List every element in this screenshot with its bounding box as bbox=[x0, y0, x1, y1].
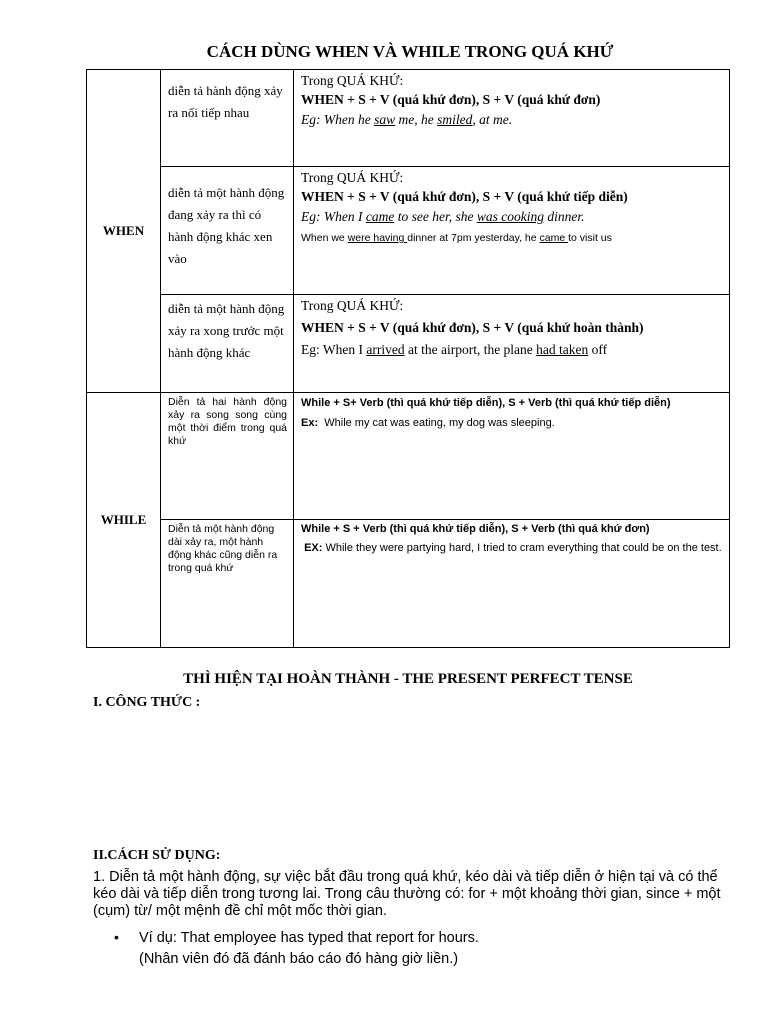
section-title: THÌ HIỆN TẠI HOÀN THÀNH - THE PRESENT PERFECT TENSE bbox=[183, 671, 633, 687]
when-example-2: Eg: When I came to see her, she was cooking dinner. bbox=[301, 209, 585, 224]
while-label: WHILE bbox=[87, 393, 161, 648]
heading-usage: II.CÁCH SỬ DỤNG: bbox=[93, 848, 221, 863]
while-formula-1: While + S+ Verb (thì quá khứ tiếp diễn), S + Verb (thì quá khứ tiếp diễn) bbox=[301, 397, 671, 409]
while-row-2 bbox=[87, 520, 730, 648]
while-usage-2: Diễn tả một hành động dài xảy ra, một hành động khác cũng diễn ra trong quá khứ bbox=[168, 523, 278, 574]
when-row-1 bbox=[87, 70, 730, 167]
when-example-1: Eg: When he saw me, he smiled, at me. bbox=[301, 112, 513, 127]
when-row-2 bbox=[87, 167, 730, 295]
bullet-icon: • bbox=[114, 929, 119, 945]
when-while-table bbox=[86, 69, 730, 648]
while-rule-cell bbox=[294, 520, 730, 648]
when-formula-3: WHEN + S + V (quá khứ đơn), S + V (quá khứ hoàn thành) bbox=[301, 320, 644, 335]
when-context-3: Trong QUÁ KHỨ: bbox=[301, 298, 404, 313]
when-usage-1: diễn tả hành động xảy ra nối tiếp nhau bbox=[168, 83, 283, 120]
when-example-3: Eg: When I arrived at the airport, the plane had taken off bbox=[301, 342, 608, 357]
while-row-1 bbox=[87, 393, 730, 520]
when-rule-cell bbox=[294, 167, 730, 295]
document-title: CÁCH DÙNG WHEN VÀ WHILE TRONG QUÁ KHỨ bbox=[206, 42, 614, 61]
when-context-1: Trong QUÁ KHỨ: bbox=[301, 73, 404, 88]
while-usage-cell bbox=[161, 393, 294, 520]
usage-paragraph: 1. Diễn tả một hành động, sự việc bắt đầu trong quá khứ, kéo dài và tiếp diễn ở hiện tại và có thể kéo dài và tiếp diễn trong tương lai. Trong câu thường có: for + một khoảng thời gian, since + một (cụm) từ/ một mệnh đề chỉ một mốc thời gian. bbox=[93, 869, 721, 919]
while-usage-cell bbox=[161, 520, 294, 648]
example-line-1: Ví dụ: That employee has typed that report for hours. bbox=[139, 930, 479, 946]
while-example-1: Ex: While my cat was eating, my dog was sleeping. bbox=[301, 417, 555, 429]
when-formula-2: WHEN + S + V (quá khứ đơn), S + V (quá khứ tiếp diễn) bbox=[301, 189, 628, 204]
when-rule-cell bbox=[294, 295, 730, 393]
when-row-3 bbox=[87, 295, 730, 393]
while-formula-2: While + S + Verb (thì quá khứ tiếp diễn), S + Verb (thì quá khứ đơn) bbox=[301, 523, 650, 535]
while-usage-1: Diễn tả hai hành động xảy ra song song cùng một thời điểm trong quá khứ bbox=[168, 396, 287, 447]
when-usage-cell bbox=[161, 295, 294, 393]
when-rule-cell bbox=[294, 70, 730, 167]
when-formula-1: WHEN + S + V (quá khứ đơn), S + V (quá khứ đơn) bbox=[301, 92, 601, 107]
when-usage-cell bbox=[161, 70, 294, 167]
when-usage-3: diễn tả một hành động xảy ra xong trước một hành động khác bbox=[168, 301, 285, 360]
heading-formula: I. CÔNG THỨC : bbox=[93, 695, 201, 710]
example-line-2: (Nhân viên đó đã đánh báo cáo đó hàng giờ liền.) bbox=[139, 951, 459, 967]
while-example-2: EX: While they were partying hard, I tried to cram everything that could be on the test. bbox=[304, 542, 722, 554]
when-usage-2: diễn tả một hành động đang xảy ra thì có hành động khác xen vào bbox=[168, 185, 285, 266]
when-label: WHEN bbox=[87, 70, 161, 393]
while-rule-cell bbox=[294, 393, 730, 520]
when-example-2b: When we were having dinner at 7pm yesterday, he came to visit us bbox=[301, 232, 612, 244]
when-context-2: Trong QUÁ KHỨ: bbox=[301, 170, 404, 185]
when-usage-cell bbox=[161, 167, 294, 295]
